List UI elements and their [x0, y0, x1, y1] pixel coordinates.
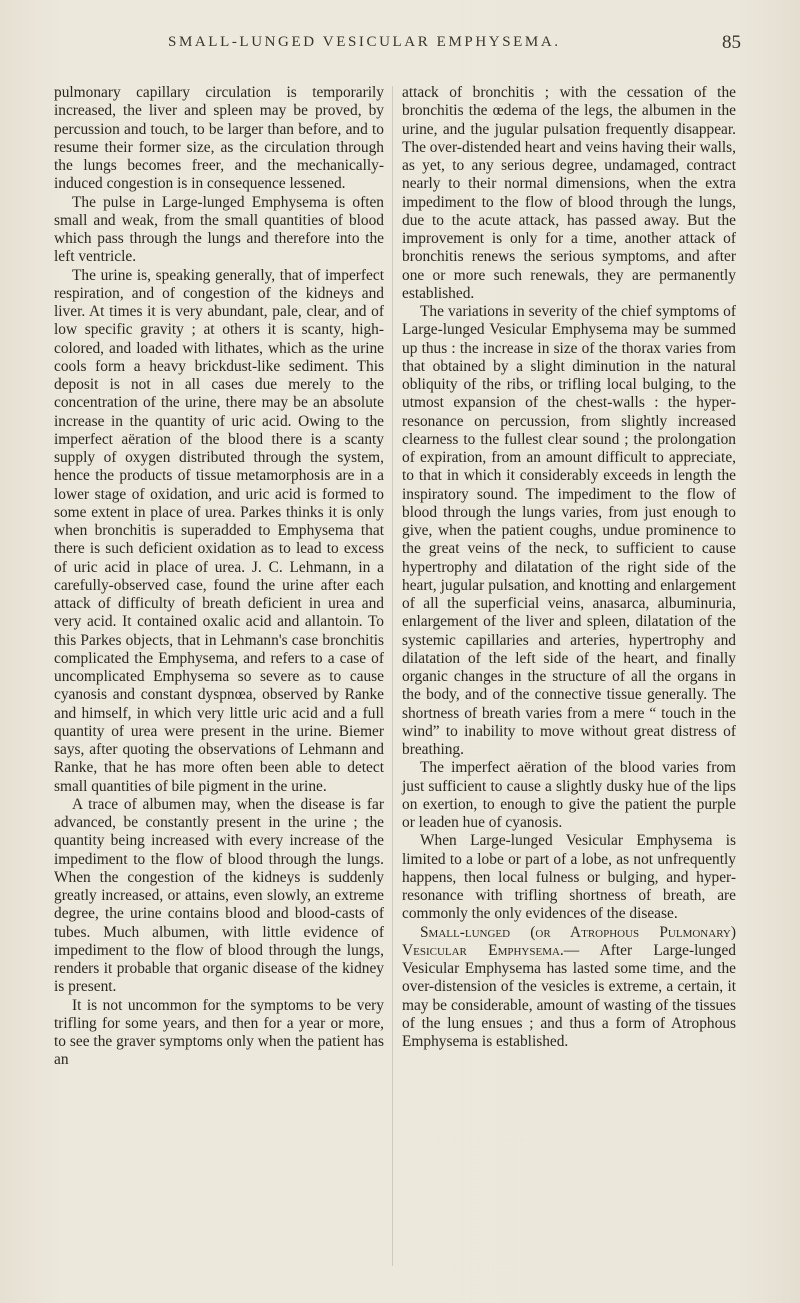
section-paragraph	[402, 924, 736, 1052]
section-body: After Large-lunged Vesicular Emphysema has lasted some time, and the over-distension of the vesicles is extreme, a certain, it may be considerable, amount of wasting of the tissues of the lung ensues ; and thus a form of Atrophous Emphysema is established.	[402, 941, 736, 1050]
page-number: 85	[722, 32, 741, 53]
paragraph: The variations in severity of the chief symptoms of Large-lunged Vesicular Emphysema may be summed up thus : the increase in size of the thorax varies from that obtained by a slight diminution in the natural obliquity of the ribs, or trifling local bulging, to the utmost expansion of the chest-walls : the hyper-resonance on percussion, from slightly increased clearness to the fullest clear sound ; the prolongation of expiration, from an amount difficult to appreciate, to that in which it considerably exceeds in length the inspiratory sound. The impediment to the flow of blood through the lungs varies, from just enough to give, when the patient coughs, undue prominence to the great veins of the neck, to sufficient to cause hypertrophy and dilatation of the right side of the heart, jugular pulsation, and knotting and enlargement of all the superficial veins, anasarca, albuminuria, enlargement of the liver and spleen, dilatation of the systemic capillaries and arteries, hypertrophy and dilatation of the left side of the heart, and finally organic changes in the structure of all the organs in the body, and of the connective tissue generally. The shortness of breath varies from a mere “ touch in the wind” to inability to move without great distress of breathing.	[402, 303, 736, 758]
section-heading: Small-lunged (or Atrophous Pulmonary) Vesicular Emphysema.—	[402, 923, 736, 959]
left-column	[54, 84, 384, 1070]
paragraph: The imperfect aëration of the blood varies from just sufficient to cause a slightly dusky hue of the lips on exertion, to enough to give the patient the purple or leaden hue of cyanosis.	[402, 759, 736, 831]
column-gutter-rule	[392, 86, 393, 1266]
paragraph: The urine is, speaking generally, that of imperfect respiration, and of congestion of the kidneys and liver. At times it is very abundant, pale, clear, and of low specific gravity ; at others it is scanty, high-colored, and loaded with lithates, which as the urine cools form a heavy brickdust-like sediment. This deposit is not in all cases due merely to the concentration of the urine, there may be an absolute increase in the quantity of uric acid. Owing to the imperfect aëration of the blood there is a scanty supply of oxygen distributed through the system, hence the products of tissue metamorphosis are in a lower stage of oxidation, and uric acid is formed to some extent in place of urea. Parkes thinks it is only when bronchitis is superadded to Emphysema that there is such deficient oxidation as to lead to excess of uric acid in place of urea. J. C. Lehmann, in a carefully-observed case, found the urine after each attack of difficulty of breath deficient in urea and very acid. It contained oxalic acid and allantoin. To this Parkes objects, that in Lehmann's case bronchitis complicated the Emphysema, and refers to a case of uncomplicated Emphysema so severe as to cause cyanosis and constant dyspnœa, observed by Ranke and himself, in which very little uric acid and a full quantity of urea were present in the urine. Biemer says, after quoting the observations of Lehmann and Ranke, that he has more often been able to detect small quantities of bile pigment in the urine.	[54, 266, 384, 795]
paragraph: pulmonary capillary circulation is temporarily increased, the liver and spleen may be proved, by percussion and touch, to be larger than before, and to resume their former size, as the circulation through the lungs becomes freer, and the mechanically-induced congestion is in consequence lessened.	[54, 84, 384, 193]
paragraph: It is not uncommon for the symptoms to be very trifling for some years, and then for a year or more, to see the graver symptoms only when the patient has an	[54, 996, 384, 1069]
running-title: SMALL-LUNGED VESICULAR EMPHYSEMA.	[168, 34, 561, 50]
paragraph: attack of bronchitis ; with the cessation of the bronchitis the œdema of the legs, the albumen in the urine, and the jugular pulsation frequently disappear. The over-distended heart and veins having their walls, as yet, to any serious degree, undamaged, contract nearly to their normal dimensions, when the extra impediment to the flow of blood through the lungs, due to the acute attack, has passed away. But the improvement is only for a time, another attack of bronchitis renews the serious symptoms, and after one or more such renewals, they are permanently established.	[402, 84, 736, 302]
right-column	[402, 84, 736, 1051]
paragraph: When Large-lunged Vesicular Emphysema is limited to a lobe or part of a lobe, as not unfrequently happens, then local fulness or bulging, and hyper-resonance with trifling shortness of breath, are commonly the only evidences of the disease.	[402, 832, 736, 923]
running-head	[0, 34, 800, 58]
paragraph: A trace of albumen may, when the disease is far advanced, be constantly present in the urine ; the quantity being increased with every increase of the impediment to the flow of blood through the lungs. When the congestion of the kidneys is suddenly greatly increased, or attains, even slowly, an extreme degree, the urine contains blood and blood-casts of tubes. Much albumen, with little evidence of impediment to the flow of blood through the lungs, renders it probable that organic disease of the kidney is present.	[54, 795, 384, 996]
paragraph: The pulse in Large-lunged Emphysema is often small and weak, from the small quantities of blood which pass through the lungs and therefore into the left ventricle.	[54, 193, 384, 266]
